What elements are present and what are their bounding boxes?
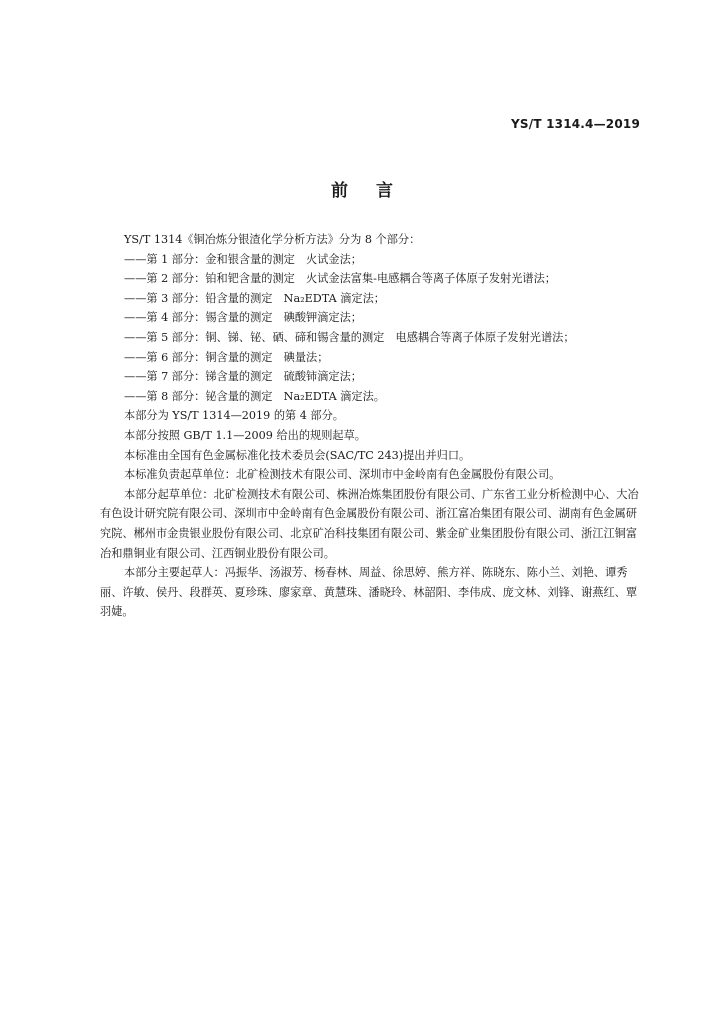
intro-paragraph: YS/T 1314《铜冶炼分银渣化学分析方法》分为 8 个部分： (124, 233, 421, 246)
drafting-units-statement: 本部分起草单位：北矿检测技术有限公司、株洲冶炼集团股份有限公司、广东省工业分析检测中心、大冶有色设计研究院有限公司、深圳市中金岭南有色金属股份有限公司、浙江富冶集团有限公司、湖南有色金属研究院、郴州市金贵银业股份有限公司、北京矿冶科技集团有限公司、紫金矿业集团股份有限公司、浙江江铜富冶和鼎铜业有限公司、江西铜业股份有限公司。 (100, 487, 639, 560)
main-drafters-statement: 本部分主要起草人：冯振华、汤淑芳、杨春林、周益、徐思婷、熊方祥、陈晓东、陈小兰、刘艳、谭秀丽、许敏、侯丹、段群英、夏珍珠、廖家章、黄慧珠、潘晓玲、林韶阳、李伟成、庞文林、刘锋、谢燕红、覃羽婕。 (100, 566, 638, 619)
part-item-1: ——第 1 部分：金和银含量的测定 火试金法； (124, 252, 362, 266)
proposer-statement: 本标准由全国有色金属标准化技术委员会(SAC/TC 243)提出并归口。 (124, 448, 471, 462)
responsible-drafters-statement: 本标准负责起草单位：北矿检测技术有限公司、深圳市中金岭南有色金属股份有限公司。 (124, 468, 561, 482)
foreword-body (100, 230, 645, 622)
part-number-statement: 本部分为 YS/T 1314—2019 的第 4 部分。 (124, 409, 344, 423)
part-item-4: ——第 4 部分：锡含量的测定 碘酸钾滴定法； (124, 311, 362, 325)
part-item-2: ——第 2 部分：铂和钯含量的测定 火试金法富集-电感耦合等离子体原子发射光谱法； (124, 272, 556, 286)
part-item-5: ——第 5 部分：铜、锑、铋、硒、碲和锡含量的测定 电感耦合等离子体原子发射光谱法； (124, 330, 575, 344)
part-item-8: ——第 8 部分：铋含量的测定 Na₂EDTA 滴定法。 (124, 389, 385, 403)
part-item-3: ——第 3 部分：铅含量的测定 Na₂EDTA 滴定法； (124, 291, 385, 305)
drafting-rules-statement: 本部分按照 GB/T 1.1—2009 给出的规则起草。 (124, 428, 366, 442)
part-item-7: ——第 7 部分：锑含量的测定 硫酸铈滴定法； (124, 370, 362, 384)
part-item-6: ——第 6 部分：铜含量的测定 碘量法； (124, 350, 329, 364)
document-code: YS/T 1314.4—2019 (511, 117, 640, 131)
page-title: 前言 (331, 181, 421, 201)
